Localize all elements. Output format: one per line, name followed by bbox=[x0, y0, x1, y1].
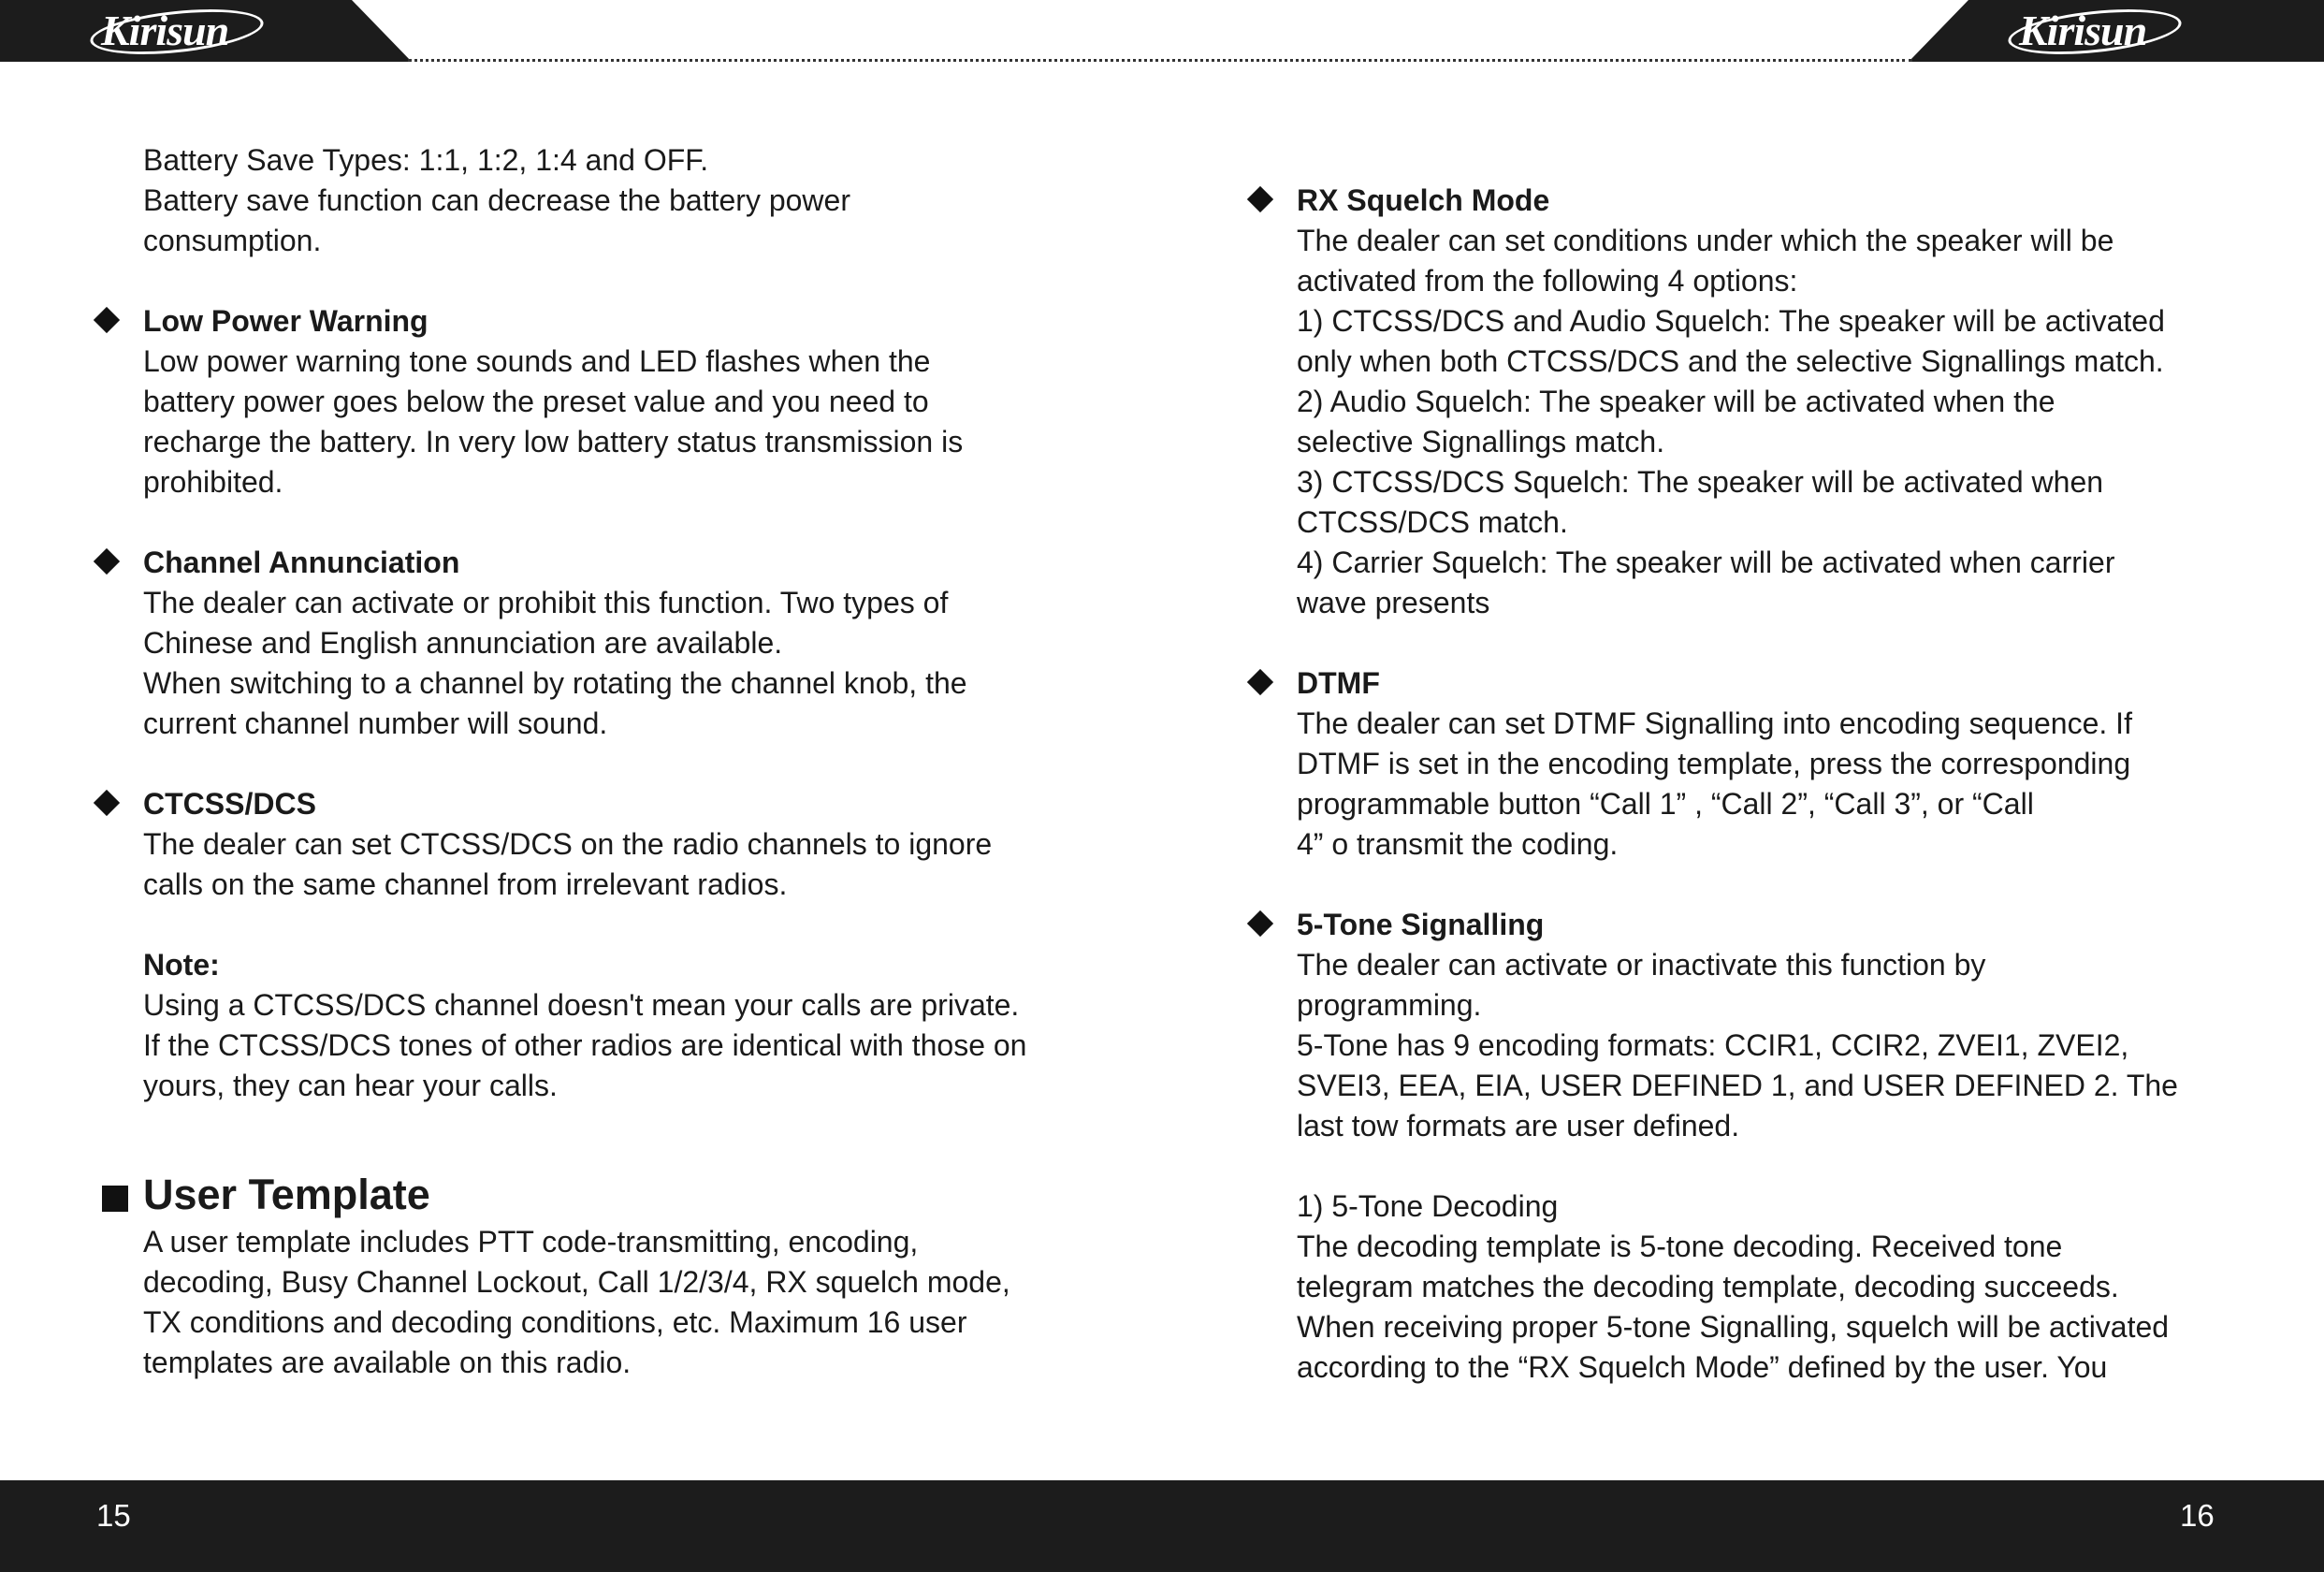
body-line: Low power warning tone sounds and LED flashes when the bbox=[143, 344, 931, 378]
logo-text: Kirisun bbox=[2019, 7, 2147, 54]
footer-band bbox=[0, 1480, 2324, 1572]
logo-text: Kirisun bbox=[101, 7, 229, 54]
body-line: last tow formats are user defined. bbox=[1297, 1109, 1740, 1143]
body-line: The dealer can set conditions under which the speaker will be bbox=[1297, 224, 2114, 257]
body-line: The decoding template is 5-tone decoding. Received tone bbox=[1297, 1230, 2063, 1263]
diamond-bullet-icon bbox=[94, 307, 120, 333]
section-heading: DTMF bbox=[1297, 666, 1380, 700]
body-line: A user template includes PTT code-transmitting, encoding, bbox=[143, 1225, 919, 1259]
body-line: battery power goes below the preset value and you need to bbox=[143, 385, 929, 418]
body-line: according to the “RX Squelch Mode” defined by the user. You bbox=[1297, 1350, 2108, 1384]
body-line: wave presents bbox=[1297, 586, 1490, 619]
diamond-bullet-icon bbox=[94, 790, 120, 816]
body-line: 4) Carrier Squelch: The speaker will be activated when carrier bbox=[1297, 546, 2115, 579]
body-line: 5-Tone has 9 encoding formats: CCIR1, CCIR2, ZVEI1, ZVEI2, bbox=[1297, 1028, 2129, 1062]
left-page-content bbox=[143, 140, 1088, 1383]
body-line: Using a CTCSS/DCS channel doesn't mean your calls are private. bbox=[143, 988, 1020, 1022]
body-line: programming. bbox=[1297, 988, 1482, 1022]
section-heading: 5-Tone Signalling bbox=[1297, 908, 1545, 941]
channel-annunciation-section bbox=[143, 543, 1088, 744]
body-line: The dealer can set CTCSS/DCS on the radio channels to ignore bbox=[143, 827, 993, 861]
body-line: current channel number will sound. bbox=[143, 706, 608, 740]
header-dotted-rule bbox=[408, 59, 1912, 62]
body-line: 2) Audio Squelch: The speaker will be activated when the bbox=[1297, 385, 2055, 418]
diamond-bullet-icon bbox=[1247, 669, 1273, 695]
five-tone-section bbox=[1297, 905, 2242, 1388]
section-heading: Low Power Warning bbox=[143, 304, 428, 338]
body-line: When receiving proper 5-tone Signalling, squelch will be activated bbox=[1297, 1310, 2170, 1344]
dtmf-section bbox=[1297, 663, 2242, 865]
body-line: templates are available on this radio. bbox=[143, 1346, 632, 1379]
body-line: When switching to a channel by rotating the channel knob, the bbox=[143, 666, 967, 700]
low-power-section bbox=[143, 301, 1088, 502]
body-line: telegram matches the decoding template, decoding succeeds. bbox=[1297, 1270, 2119, 1303]
body-line: The dealer can activate or inactivate this function by bbox=[1297, 948, 1986, 982]
body-line: decoding, Busy Channel Lockout, Call 1/2/3/4, RX squelch mode, bbox=[143, 1265, 1010, 1299]
body-line: activated from the following 4 options: bbox=[1297, 264, 1798, 298]
diamond-bullet-icon bbox=[94, 548, 120, 575]
body-line: selective Signallings match. bbox=[1297, 425, 1665, 458]
body-line: 4” o transmit the coding. bbox=[1297, 827, 1619, 861]
body-line: SVEI3, EEA, EIA, USER DEFINED 1, and USER DEFINED 2. The bbox=[1297, 1069, 2178, 1102]
note-heading: Note: bbox=[143, 948, 220, 982]
body-line: Battery Save Types: 1:1, 1:2, 1:4 and OFF. bbox=[143, 143, 709, 177]
user-template-section bbox=[143, 1168, 1088, 1383]
body-line: prohibited. bbox=[143, 465, 283, 499]
square-bullet-icon bbox=[102, 1186, 128, 1212]
ctcss-dcs-section bbox=[143, 784, 1088, 1106]
battery-save-section bbox=[143, 140, 1088, 261]
body-line: DTMF is set in the encoding template, press the corresponding bbox=[1297, 747, 2131, 780]
diamond-bullet-icon bbox=[1247, 910, 1273, 937]
body-line: consumption. bbox=[143, 224, 322, 257]
body-line: If the CTCSS/DCS tones of other radios are identical with those on bbox=[143, 1028, 1027, 1062]
body-line: programmable button “Call 1” , “Call 2”, “Call 3”, or “Call bbox=[1297, 787, 2034, 821]
brand-logo-right bbox=[2019, 7, 2146, 54]
brand-logo-left bbox=[101, 7, 228, 54]
body-line: Chinese and English annunciation are available. bbox=[143, 626, 783, 660]
section-heading: Channel Annunciation bbox=[143, 546, 460, 579]
body-line: 3) CTCSS/DCS Squelch: The speaker will be activated when bbox=[1297, 465, 2104, 499]
page-number-right: 16 bbox=[2180, 1498, 2215, 1533]
body-line: yours, they can hear your calls. bbox=[143, 1069, 558, 1102]
section-heading: CTCSS/DCS bbox=[143, 787, 316, 821]
body-line: calls on the same channel from irrelevant radios. bbox=[143, 867, 788, 901]
diamond-bullet-icon bbox=[1247, 186, 1273, 212]
right-page-content bbox=[1297, 181, 2242, 1388]
body-line: Battery save function can decrease the battery power bbox=[143, 183, 850, 217]
body-line: The dealer can set DTMF Signalling into encoding sequence. If bbox=[1297, 706, 2132, 740]
section-heading: RX Squelch Mode bbox=[1297, 183, 1550, 217]
body-line: The dealer can activate or prohibit this function. Two types of bbox=[143, 586, 949, 619]
body-line: only when both CTCSS/DCS and the selective Signallings match. bbox=[1297, 344, 2164, 378]
body-line: TX conditions and decoding conditions, etc. Maximum 16 user bbox=[143, 1305, 967, 1339]
user-template-heading bbox=[143, 1168, 1088, 1222]
heading-text: User Template bbox=[143, 1171, 430, 1218]
rx-squelch-section bbox=[1297, 181, 2242, 623]
body-line: 1) 5-Tone Decoding bbox=[1297, 1189, 1559, 1223]
page-number-left: 15 bbox=[96, 1498, 131, 1533]
body-line: 1) CTCSS/DCS and Audio Squelch: The speaker will be activated bbox=[1297, 304, 2165, 338]
body-line: recharge the battery. In very low battery status transmission is bbox=[143, 425, 964, 458]
body-line: CTCSS/DCS match. bbox=[1297, 505, 1568, 539]
